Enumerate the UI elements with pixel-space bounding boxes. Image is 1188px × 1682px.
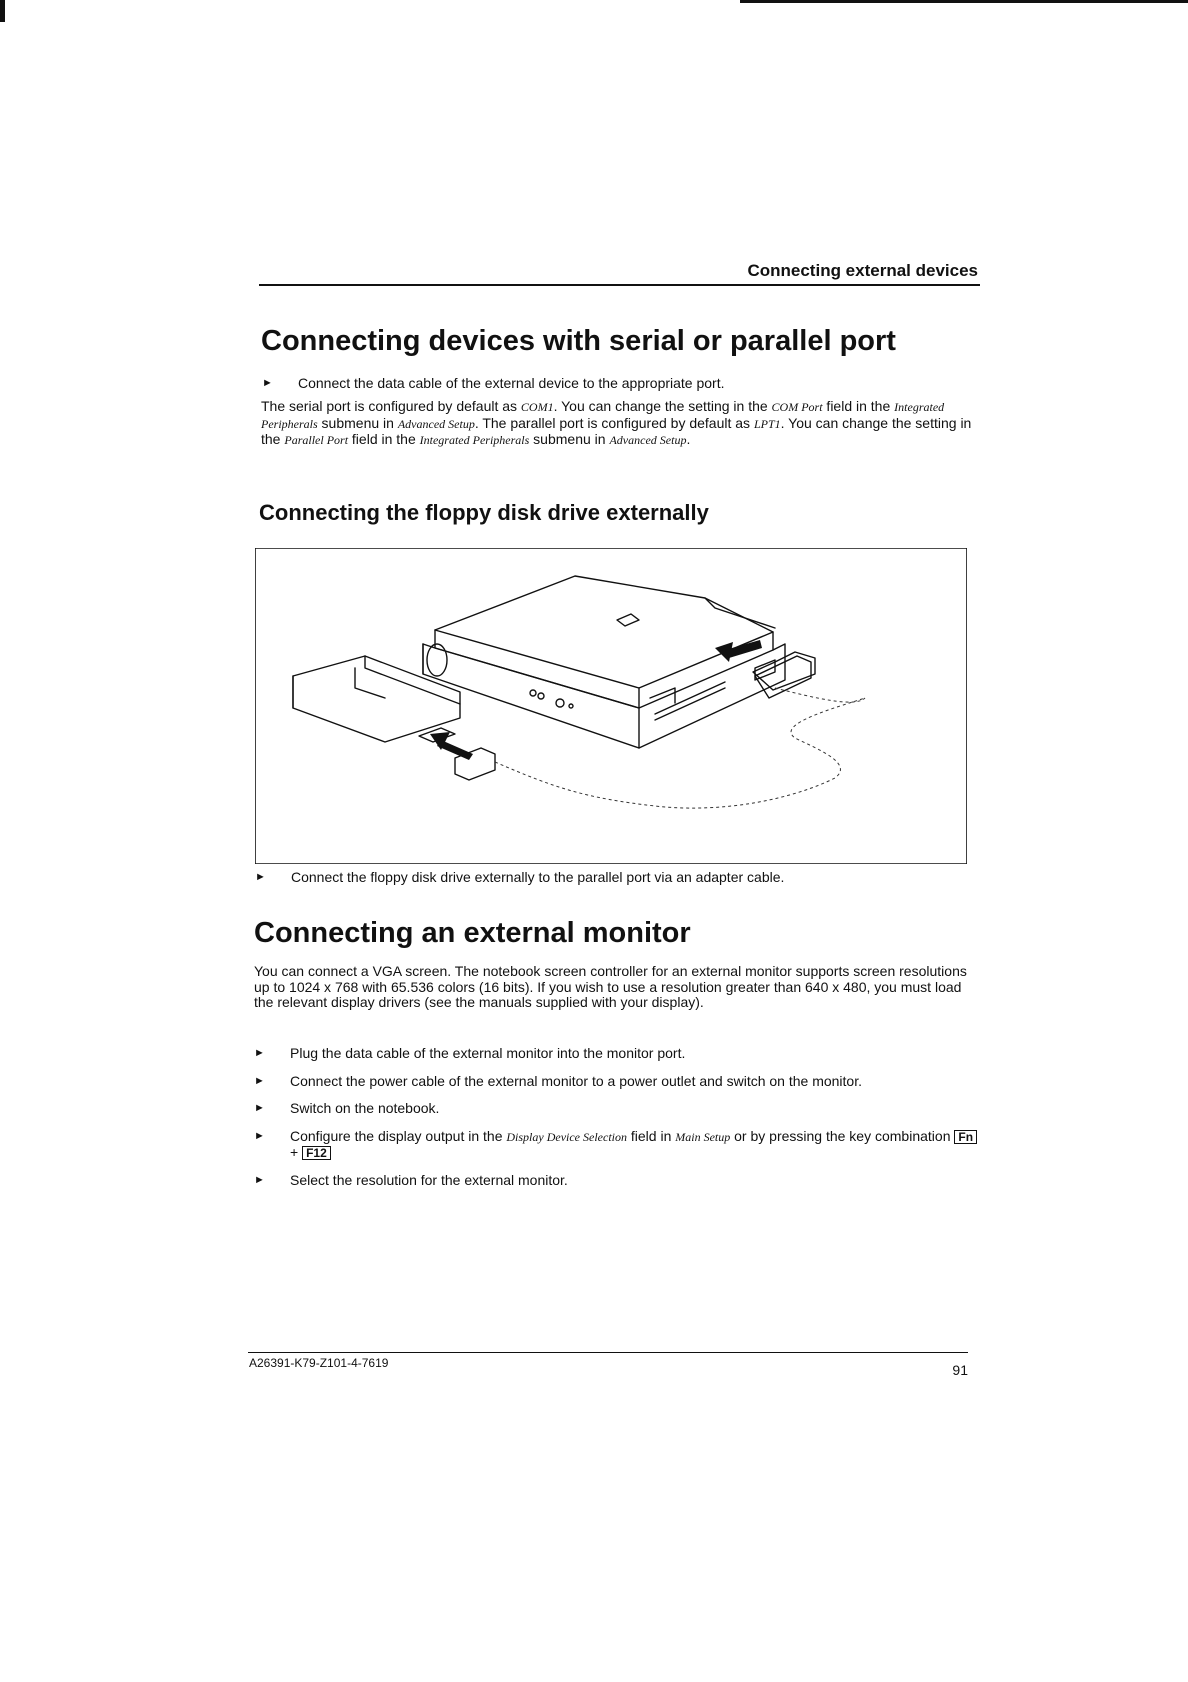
bullet-arrow-icon: ► [255,871,266,883]
bullet-arrow-icon: ► [254,1074,265,1087]
heading-serial-parallel: Connecting devices with serial or parallel port [261,325,896,357]
footer-rule [248,1352,968,1353]
step-text: Connect the floppy disk drive externally to the parallel port via an adapter cable. [291,869,785,885]
running-header: Connecting external devices [747,261,978,280]
bullet-arrow-icon: ► [262,377,273,389]
header-rule [259,284,980,286]
setting-integrated-peripherals-2: Integrated Peripherals [419,433,530,447]
monitor-paragraph: You can connect a VGA screen. The notebook screen controller for an external monitor supports screen resolutions up to 1024 x 768 with 65.536 colors (16 bits). If you wish to use a resolution greater than 640 x 480, you must load the relevant display drivers (see the manuals supplied with your display). [254,963,967,1010]
page-number: 91 [952,1362,968,1378]
setting-integrated-peripherals: Integrated Peripherals [261,400,945,431]
key-fn: Fn [954,1130,977,1144]
scan-artifact-top [740,0,1188,3]
step-text: Configure the display output in the Display Device Selection field in Main Setup or by pressing the key combination Fn + F12 [290,1128,977,1161]
step-text: Connect the data cable of the external device to the appropriate port. [298,375,725,391]
bullet-arrow-icon: ► [254,1129,265,1142]
setting-com1: COM1 [520,400,554,414]
key-f12: F12 [302,1146,331,1160]
bullet-arrow-icon: ► [254,1173,265,1186]
heading-external-monitor: Connecting an external monitor [254,917,691,949]
serial-paragraph: The serial port is configured by default as COM1. You can change the setting in the COM Port field in the Integrated Peripherals submenu in Advanced Setup. The parallel port is configured by default as LPT1. You can change the setting in the Parallel Port field in the Integrated Peripherals submenu in Advanced Setup. [261,398,972,447]
document-code: A26391-K79-Z101-4-7619 [249,1356,389,1370]
bullet-arrow-icon: ► [254,1102,265,1114]
setting-advanced-setup: Advanced Setup [397,416,475,431]
laptop-side-connector [753,652,815,690]
setting-lpt1: LPT1 [753,416,781,431]
monitor-step-list [254,1046,980,1188]
list-item [262,376,982,392]
list-item [254,1129,980,1161]
list-item [254,1173,980,1189]
setting-display-device-selection: Display Device Selection [506,1129,627,1144]
setting-parallel-port: Parallel Port [284,433,349,447]
step-text: Switch on the notebook. [290,1100,440,1116]
setting-com-port: COM Port [771,400,823,414]
heading-floppy-external: Connecting the floppy disk drive externally [259,500,709,525]
setting-advanced-setup-2: Advanced Setup [609,433,687,447]
step-text: Plug the data cable of the external monitor into the monitor port. [290,1045,686,1061]
scan-artifact-left [0,0,5,22]
figure-floppy-connection [255,548,967,864]
list-item [254,1074,980,1090]
list-item [254,1101,980,1117]
floppy-step-list [255,870,975,886]
step-text: Connect the power cable of the external monitor to a power outlet and switch on the monitor. [290,1072,862,1089]
list-item [255,870,975,886]
laptop-floppy-illustration [255,548,967,864]
step-text: Select the resolution for the external monitor. [290,1171,568,1188]
list-item [254,1046,980,1062]
floppy-drive-shape [293,656,460,742]
serial-step-list [262,376,982,392]
bullet-arrow-icon: ► [254,1047,265,1059]
setting-main-setup: Main Setup [675,1129,731,1144]
